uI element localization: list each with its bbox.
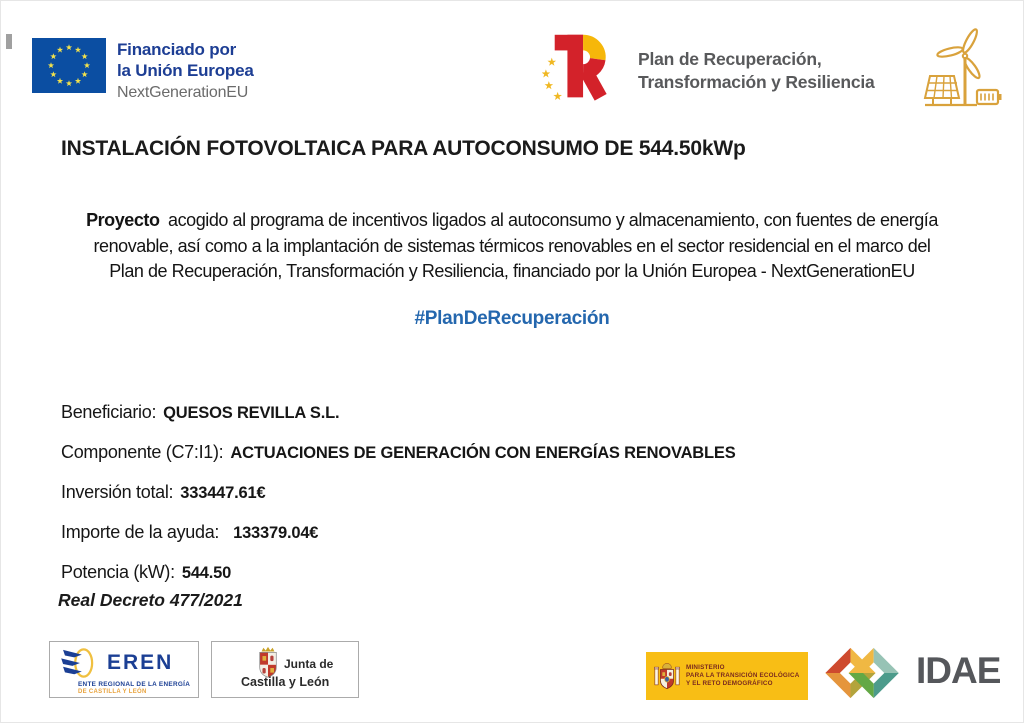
detail-label: Beneficiario:: [61, 402, 157, 422]
detail-label: Importe de la ayuda:: [61, 522, 220, 542]
detail-label: Inversión total:: [61, 482, 174, 502]
detail-value: 544.50: [181, 564, 232, 582]
eu-funded-line2: la Unión Europea: [117, 61, 254, 80]
royal-decree: Real Decreto 477/2021: [58, 590, 243, 610]
ministerio-line1: MINISTERIO: [686, 663, 725, 671]
prtr-logo-icon: [542, 27, 630, 111]
junta-line1: Junta de: [284, 657, 334, 671]
project-description: [39, 208, 985, 285]
junta-line2: Castilla y León: [241, 675, 330, 689]
idae-logo-block: [821, 644, 1000, 702]
ministerio-line3: Y EL RETO DEMOGRÁFICO: [686, 680, 773, 688]
project-line2: renovable, así como a la implantación de sistemas térmicos renovables en el sector residencial en el marco del: [93, 235, 931, 256]
detail-value: ACTUACIONES DE GENERACIÓN CON ENERGÍAS RENOVABLES: [230, 444, 736, 462]
prtr-line2: Transformación y Resiliencia: [638, 72, 875, 92]
eu-funding-block: [32, 38, 254, 102]
prtr-text: [638, 48, 875, 111]
detail-row-importe: [61, 522, 736, 543]
page-title: INSTALACIÓN FOTOVOLTAICA PARA AUTOCONSUMO DE 544.50kWp: [61, 137, 746, 160]
junta-logo-box: [211, 641, 359, 698]
eu-funding-text: [117, 38, 254, 102]
detail-label: Componente (C7:I1):: [61, 442, 224, 462]
detail-row-inversion: [61, 482, 736, 503]
eren-subtitle-line2: DE CASTILLA Y LEÓN: [78, 689, 147, 695]
ministerio-line2: PARA LA TRANSICIÓN ECOLÓGICA: [686, 671, 800, 679]
idae-acronym: IDAE: [916, 650, 1001, 691]
project-lead: Proyecto: [86, 210, 160, 230]
project-line1: [39, 208, 985, 234]
details-list: [61, 402, 736, 602]
project-line1-rest: acogido al programa de incentivos ligados al autoconsumo y almacenamiento, con fuentes de energía: [163, 210, 938, 230]
eu-flag-icon: [32, 38, 106, 93]
eren-subtitle-line1: ENTE REGIONAL DE LA ENERGÍA: [78, 681, 191, 688]
eu-funded-line1: Financiado por: [117, 40, 237, 59]
detail-row-componente: [61, 442, 736, 463]
detail-row-potencia: [61, 562, 736, 583]
prtr-line1: Plan de Recuperación,: [638, 49, 822, 69]
nextgeneration-label: NextGenerationEU: [117, 84, 249, 101]
idae-mark-icon: [821, 644, 907, 702]
spain-coat-of-arms-icon: [653, 656, 681, 696]
renewables-icon: [913, 19, 1005, 114]
eren-logo-top: [60, 648, 173, 678]
scan-artifact: [6, 34, 12, 49]
eren-logo-box: [49, 641, 199, 698]
prtr-block: [542, 27, 875, 111]
ministerio-logo-box: [646, 652, 808, 700]
detail-value: 133379.04€: [233, 524, 319, 542]
detail-value: 333447.61€: [180, 484, 266, 502]
eren-mark-icon: [60, 648, 98, 678]
detail-value: QUESOS REVILLA S.L.: [163, 404, 340, 422]
eren-acronym: EREN: [107, 651, 174, 674]
ministerio-text: [686, 664, 799, 689]
detail-label: Potencia (kW):: [61, 562, 175, 582]
project-line3: Plan de Recuperación, Transformación y Resiliencia, financiado por la Unión Europea - NextGenerationEU: [109, 261, 915, 281]
detail-row-beneficiario: [61, 402, 736, 423]
hashtag: #PlanDeRecuperación: [414, 308, 610, 329]
